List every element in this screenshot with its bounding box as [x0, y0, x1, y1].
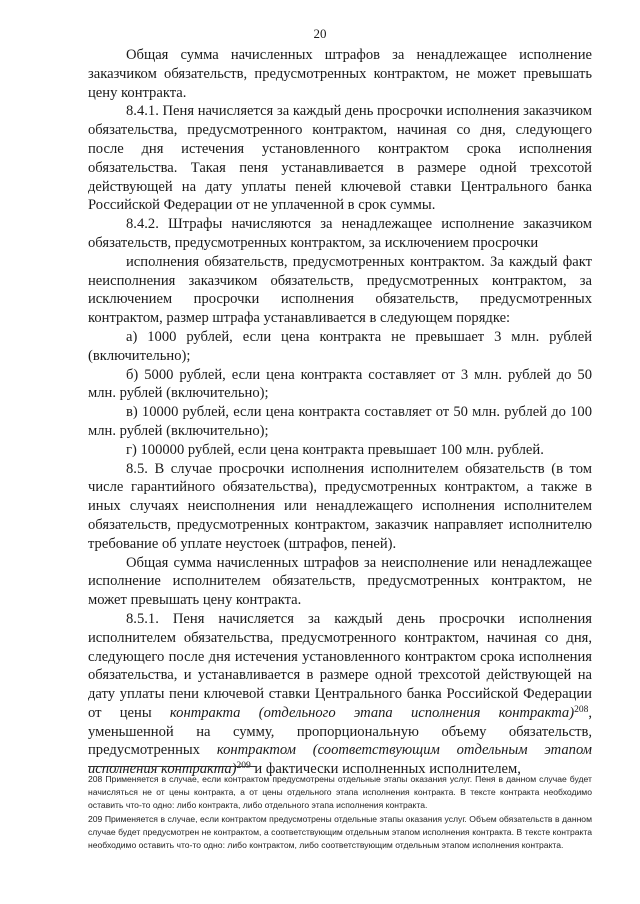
paragraph-8-5-1 — [88, 610, 592, 779]
footnote-separator — [88, 766, 256, 767]
paragraph-fine-cap-contractor: Общая сумма начисленных штрафов за неисполнение или ненадлежащее исполнение исполнителем обязательств, предусмотренных контрактом, не может превышать цену контракта. — [88, 554, 592, 609]
list-item-g: г) 100000 рублей, если цена контракта превышает 100 млн. рублей. — [126, 441, 544, 458]
paragraph-8-5-1-text-1: 8.5.1. Пеня начисляется за каждый день просрочки исполнения исполнителем обязательства, предусмотренного контрактом, начиная со дня, следующего после дня истечения установленного контрактом срока исполнения обязательства, и устанавливается в размере одной трехсотой действующей на дату уплаты пени ключевой ставки Центрального банка Российской Федерации от цены — [88, 610, 592, 721]
paragraph-8-4-1: 8.4.1. Пеня начисляется за каждый день просрочки исполнения заказчиком обязательства, предусмотренного контрактом, начиная со дня, следующего после дня истечения установленного контрактом срока исполнения обязательства. Такая пеня устанавливается в размере одной трехсотой действующей на дату уплаты пеней ключевой ставки Центрального банка Российской Федерации от не уплаченной в срок суммы. — [88, 103, 592, 214]
footnote-208: 208 Применяется в случае, если контрактом предусмотрены отдельные этапы оказания услуг. Пеня в данном случае будет начисляться не от цены контракта, а от цены отдельного этапа исполнения контракта. В тексте контракта необходимо оставить что-то одно: либо контракта, либо отдельного этапа исполнения контракта. — [88, 774, 592, 811]
footnote-209: 209 Применяется в случае, если контрактом предусмотрены отдельные этапы оказания услуг. Объем обязательств в данном случае будет предусмотрен не контрактом, а соответствующим отдельным этапом исполнения контракта. В тексте контракта необходимо оставить что-то одно: либо контрактом, либо соответствующим отдельным этапом исполнения контракта. — [88, 813, 592, 851]
list-item-a: а) 1000 рублей, если цена контракта не превышает 3 млн. рублей (включительно); — [88, 328, 592, 364]
page-number: 20 — [313, 26, 327, 41]
footnotes — [88, 773, 592, 852]
list-item-b: б) 5000 рублей, если цена контракта составляет от 3 млн. рублей до 50 млн. рублей (включительно); — [88, 366, 592, 402]
paragraph-8-4-2: 8.4.2. Штрафы начисляются за ненадлежащее исполнение заказчиком обязательств, предусмотренных контрактом, за исключением просрочки — [88, 216, 592, 251]
paragraph-8-5-1-italic-2: контрактом (соответствующим отдельным этапом исполнения контракта) — [88, 742, 593, 778]
main-text — [88, 46, 592, 779]
paragraph-8-5-1-text-3: и фактически исполненных исполнителем, — [250, 761, 521, 778]
footnote-ref-209: 209 — [236, 761, 251, 772]
paragraph-8-5: 8.5. В случае просрочки исполнения исполнителем обязательств (в том числе гарантийного обязательства), предусмотренных контрактом, а также в иных случаях неисполнения или ненадлежащего исполнения исполнителем обязательств, предусмотренных контрактом, заказчик направляет исполнителю требование об уплате неустоек (штрафов, пеней). — [88, 460, 592, 552]
paragraph-8-5-1-italic-1: контракта (отдельного этапа исполнения контракта) — [169, 704, 575, 721]
paragraph-8-5-1-text-2: , уменьшенной на сумму, пропорциональную объему обязательств, предусмотренных — [88, 704, 592, 759]
paragraph-fine-cap-customer: Общая сумма начисленных штрафов за ненадлежащее исполнение заказчиком обязательств, предусмотренных контрактом, не может превышать цену контракта. — [88, 47, 592, 101]
list-item-v: в) 10000 рублей, если цена контракта составляет от 50 млн. рублей до 100 млн. рублей (включительно); — [88, 404, 592, 439]
paragraph-fine-order: исполнения обязательств, предусмотренных контрактом. За каждый факт неисполнения заказчиком обязательств, предусмотренных контрактом, за исключением просрочки исполнения обязательств, предусмотренных контрактом, размер штрафа устанавливается в следующем порядке: — [88, 253, 592, 327]
footnote-ref-208: 208 — [574, 704, 589, 715]
